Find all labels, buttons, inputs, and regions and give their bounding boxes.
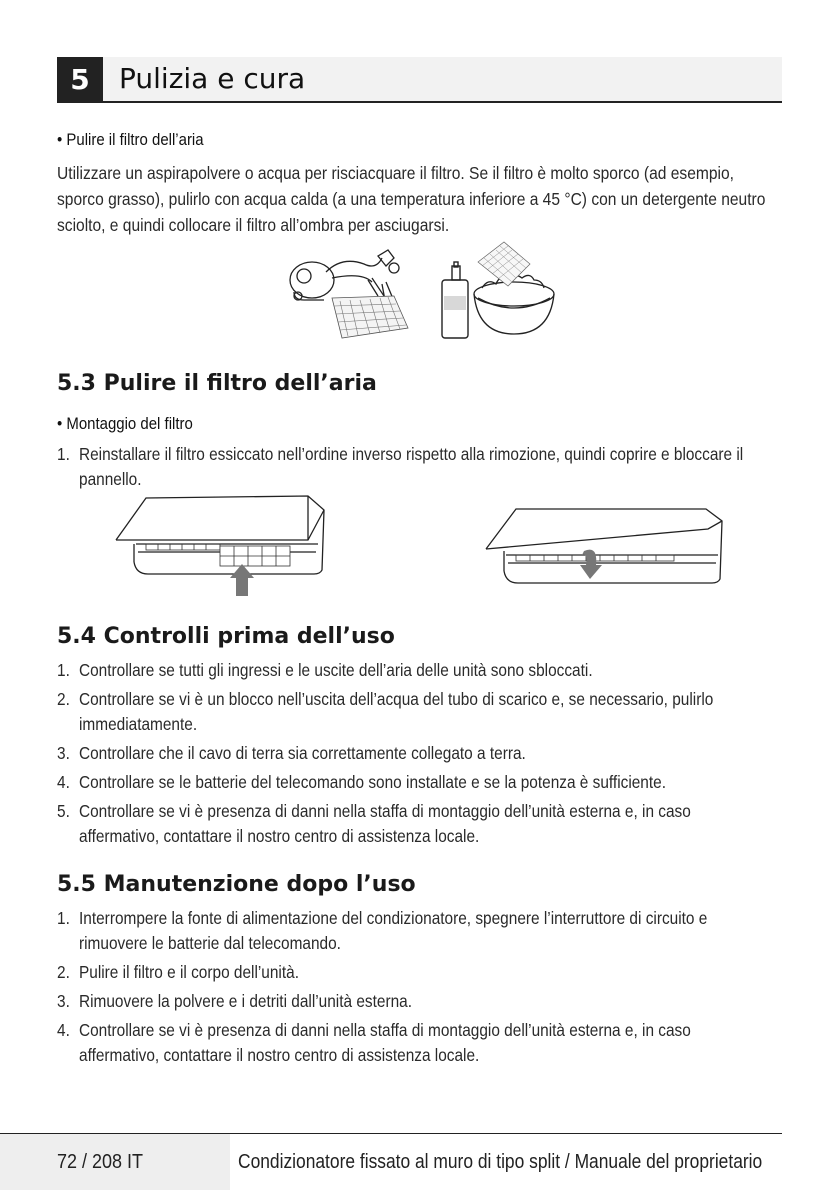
indoor-unit-panel-close-illustration bbox=[482, 505, 724, 595]
page-number: 72 / 208 IT bbox=[57, 1151, 144, 1173]
item-line: pannello. bbox=[79, 469, 142, 489]
footer-page-box bbox=[0, 1134, 230, 1190]
section-5-4-list bbox=[57, 658, 779, 853]
section-5-3-title: 5.3 Pulire il filtro dell’aria bbox=[57, 371, 377, 396]
filter-cleaning-text bbox=[57, 160, 778, 238]
vacuum-cleaner-icon bbox=[282, 238, 422, 346]
item-number: 3. bbox=[57, 743, 70, 763]
item-number: 3. bbox=[57, 991, 70, 1011]
list-item bbox=[57, 960, 779, 985]
item-number: 4. bbox=[57, 772, 70, 792]
item-line: affermativo, contattare il nostro centro di assistenza locale. bbox=[79, 826, 480, 846]
item-number: 2. bbox=[57, 689, 70, 709]
item-number: 2. bbox=[57, 962, 70, 982]
filter-cleaning-heading: • Pulire il filtro dell’aria bbox=[57, 130, 204, 149]
item-line: Reinstallare il filtro essiccato nell’ordine inverso rispetto alla rimozione, quindi coprire e bloccare il bbox=[79, 444, 744, 464]
item-line: Interrompere la fonte di alimentazione del condizionatore, spegnere l’interruttore di circuito e bbox=[79, 908, 708, 928]
item-line: Controllare se tutti gli ingressi e le uscite dell’aria delle unità sono sbloccati. bbox=[79, 660, 593, 680]
section-5-5-list bbox=[57, 906, 779, 1072]
section-5-5-title: 5.5 Manutenzione dopo l’uso bbox=[57, 872, 416, 897]
text-line: sporco grasso), pulirlo con acqua calda (a una temperatura inferiore a 45 °C) con un detergente neutro bbox=[57, 189, 766, 209]
item-line: Rimuovere la polvere e i detriti dall’unità esterna. bbox=[79, 991, 412, 1011]
item-number: 1. bbox=[57, 660, 70, 680]
list-item bbox=[57, 906, 779, 956]
item-line: Controllare se vi è un blocco nell’uscita dell’acqua del tubo di scarico e, se necessario, pulirlo bbox=[79, 689, 714, 709]
item-line: rimuovere le batterie dal telecomando. bbox=[79, 933, 341, 953]
list-item bbox=[57, 989, 779, 1014]
item-line: immediatamente. bbox=[79, 714, 198, 734]
chapter-title: Pulizia e cura bbox=[119, 62, 306, 95]
item-line: Controllare se le batterie del telecomando sono installate e se la potenza è sufficiente. bbox=[79, 772, 667, 792]
item-number: 1. bbox=[57, 444, 70, 464]
section-5-4-title: 5.4 Controlli prima dell’uso bbox=[57, 624, 395, 649]
section-5-3-list bbox=[57, 442, 779, 496]
item-line: Pulire il filtro e il corpo dell’unità. bbox=[79, 962, 299, 982]
list-item bbox=[57, 799, 779, 849]
list-item bbox=[57, 658, 779, 683]
list-item bbox=[57, 687, 779, 737]
list-item bbox=[57, 741, 779, 766]
filter-mounting-heading: • Montaggio del filtro bbox=[57, 414, 193, 433]
item-line: Controllare se vi è presenza di danni nella staffa di montaggio dell’unità esterna e, in caso bbox=[79, 801, 691, 821]
text-line: Utilizzare un aspirapolvere o acqua per risciacquare il filtro. Se il filtro è molto sporco (ad esempio, bbox=[57, 163, 734, 183]
chapter-header bbox=[57, 57, 782, 103]
item-number: 1. bbox=[57, 908, 70, 928]
indoor-unit-filter-insert-illustration bbox=[112, 492, 332, 596]
item-number: 5. bbox=[57, 801, 70, 821]
text-line: sciolto, e quindi collocare il filtro all’ombra per asciugarsi. bbox=[57, 215, 450, 235]
list-item bbox=[57, 442, 779, 492]
item-line: affermativo, contattare il nostro centro di assistenza locale. bbox=[79, 1045, 480, 1065]
detergent-bottle-icon bbox=[438, 238, 558, 342]
footer-title: Condizionatore fissato al muro di tipo split / Manuale del proprietario bbox=[238, 1151, 763, 1173]
list-item bbox=[57, 770, 779, 795]
item-line: Controllare che il cavo di terra sia correttamente collegato a terra. bbox=[79, 743, 526, 763]
item-number: 4. bbox=[57, 1020, 70, 1040]
list-item bbox=[57, 1018, 779, 1068]
chapter-number: 5 bbox=[57, 57, 103, 101]
item-line: Controllare se vi è presenza di danni nella staffa di montaggio dell’unità esterna e, in caso bbox=[79, 1020, 691, 1040]
